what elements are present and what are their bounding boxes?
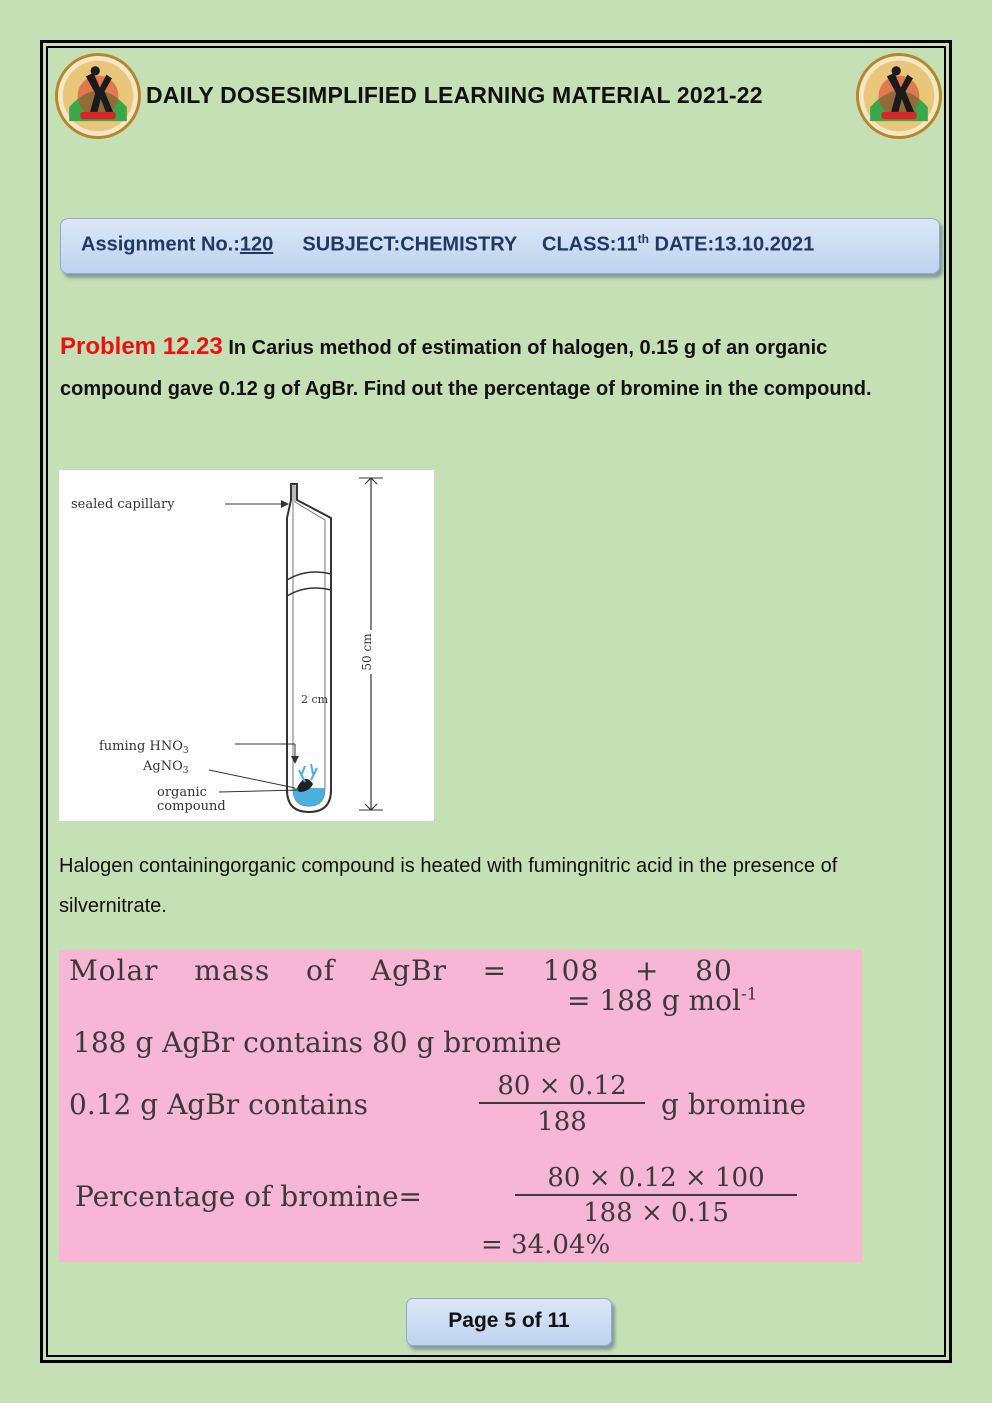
description-text: Halogen containingorganic compound is heated with fumingnitric acid in the presence of silvernitrate. — [59, 855, 838, 917]
fraction-2-numerator: 80 × 0.12 × 100 — [547, 1163, 765, 1193]
fraction-2-denominator: 188 × 0.15 — [515, 1194, 797, 1230]
fraction-1-numerator: 80 × 0.12 — [497, 1071, 627, 1101]
calc-line4-left: 0.12 g AgBr contains — [69, 1088, 368, 1121]
calc-line-contains: 188 g AgBr contains 80 g bromine — [73, 1026, 562, 1059]
width-label: 2 cm — [301, 693, 329, 706]
calc-line-molar-mass: Molar mass of AgBr = 108 + 80 — [69, 954, 733, 987]
agno3-label: AgNO$_3$ — [143, 759, 189, 776]
school-emblem-icon — [55, 53, 141, 139]
calc-fraction-1 — [479, 1070, 645, 1140]
carius-tube-figure — [59, 470, 434, 821]
class-superscript: th — [637, 232, 649, 246]
class-label: CLASS:11 — [542, 233, 638, 256]
organic-label-2: compound — [157, 799, 226, 814]
hno3-label: fuming $HNO_3$ — [99, 739, 189, 756]
calc-line4-right: g bromine — [661, 1088, 807, 1121]
fraction-1-denominator: 188 — [479, 1102, 645, 1140]
problem-statement — [60, 326, 930, 410]
problem-text: In Carius method of estimation of halogen, 0.15 g of an organic compound gave 0.12 g of AgBr. Find out the percentage of bromine in the compound. — [60, 337, 872, 400]
date-label: DATE:13.10.2021 — [654, 233, 815, 256]
organic-label-1: organic — [157, 785, 207, 800]
calc-fraction-2 — [515, 1162, 797, 1230]
length-label: 50 cm — [360, 633, 374, 671]
assignment-info-bar — [60, 218, 940, 274]
calc-line5-left: Percentage of bromine= — [75, 1180, 423, 1213]
problem-number: Problem 12.23 — [60, 333, 223, 360]
assignment-label: Assignment No.: — [81, 233, 240, 256]
capillary-label: sealed capillary — [71, 497, 175, 512]
school-emblem-icon — [856, 53, 942, 139]
calc-result: = 34.04% — [481, 1230, 611, 1260]
assignment-number: 120 — [239, 233, 274, 256]
calculation-block — [59, 950, 862, 1262]
subject-label: SUBJECT:CHEMISTRY — [302, 233, 517, 256]
page-indicator: Page 5 of 11 — [406, 1298, 612, 1346]
calc-line-molar-result: = 188 g mol$^{-1}$ — [567, 984, 758, 1017]
page-title: DAILY DOSESIMPLIFIED LEARNING MATERIAL 2021-22 — [146, 82, 763, 108]
